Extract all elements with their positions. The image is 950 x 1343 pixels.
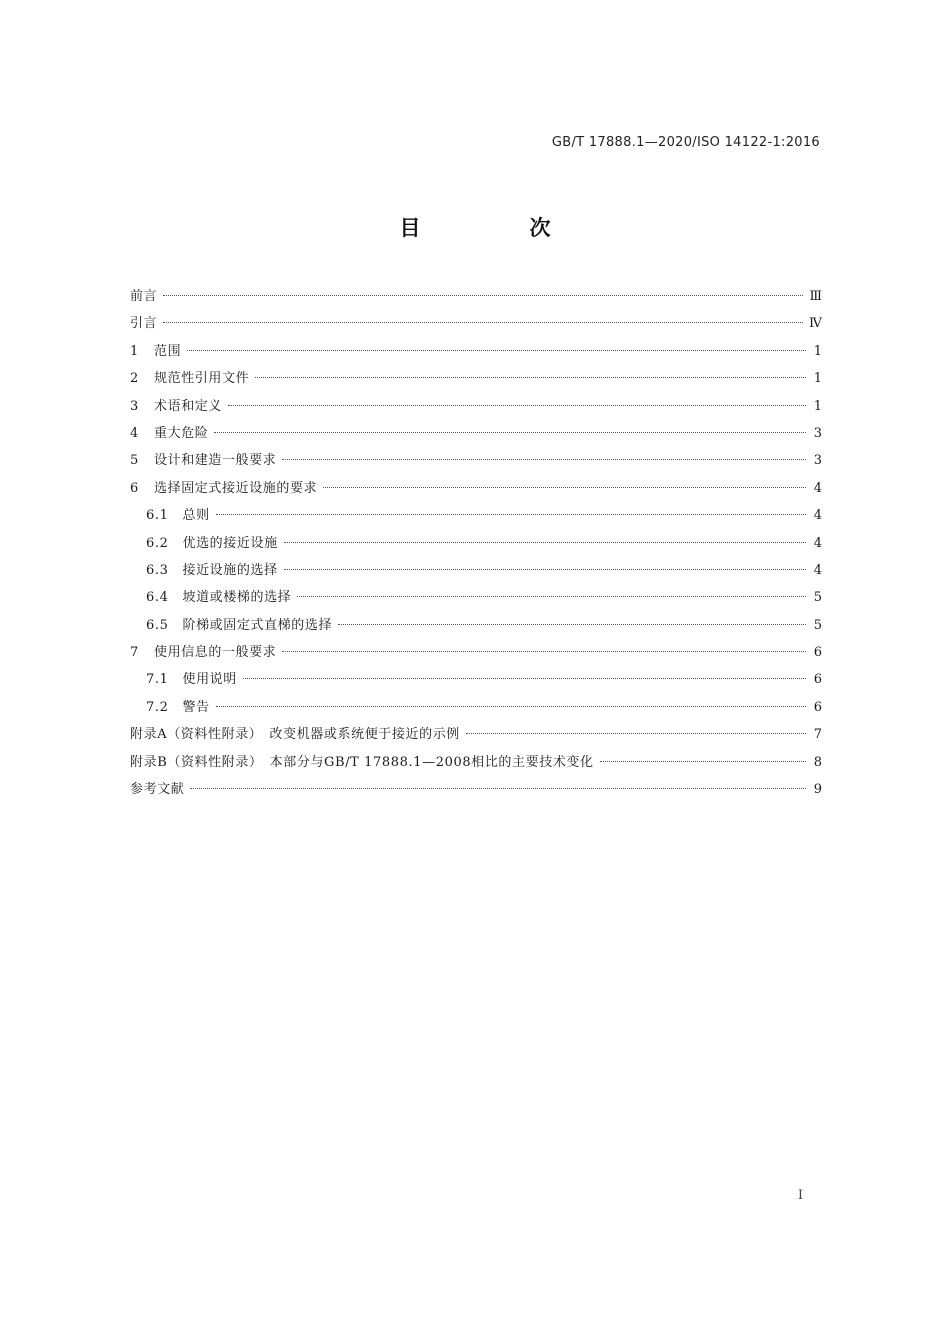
toc-entry-text: 规范性引用文件	[154, 371, 250, 387]
toc-entry-page: 1	[813, 371, 822, 387]
toc-entry-page: 4	[813, 562, 822, 578]
toc-entry-3[interactable]	[130, 393, 822, 420]
toc-entry-number: 2	[130, 371, 139, 387]
toc-title: 目 次	[399, 216, 595, 240]
toc-entry-text: 重大危险	[154, 425, 209, 441]
dot-leader	[190, 788, 806, 789]
dot-leader	[284, 569, 806, 570]
toc-entry-text: 引言	[130, 316, 158, 332]
dot-leader	[216, 514, 806, 515]
toc-entry-text: 使用信息的一般要求	[154, 645, 277, 661]
toc-entry-text: 术语和定义	[154, 398, 223, 414]
toc-entry-number: 5	[130, 453, 139, 469]
toc-entry-text: 警告	[182, 699, 210, 715]
toc-entry-1[interactable]	[130, 338, 822, 365]
toc-entry-2[interactable]	[130, 365, 822, 392]
dot-leader	[466, 733, 806, 734]
toc-entry-page: 5	[813, 590, 822, 606]
dot-leader	[297, 596, 806, 597]
toc-entry-annex-a[interactable]	[130, 721, 822, 748]
dot-leader	[243, 678, 806, 679]
toc-entry-page: Ⅳ	[809, 316, 822, 332]
toc-entry-page: 6	[813, 672, 822, 688]
dot-leader	[187, 350, 806, 351]
toc-entry-7-2[interactable]	[130, 694, 822, 721]
toc-entry-page: 9	[813, 782, 822, 798]
toc-entry-text: 附录B（资料性附录） 本部分与GB/T 17888.1—2008相比的主要技术变化	[130, 754, 594, 770]
toc-entry-page: 1	[813, 398, 822, 414]
toc-entry-6-1[interactable]	[130, 502, 822, 529]
toc-entry-text: 范围	[154, 343, 182, 359]
toc-entry-5[interactable]	[130, 447, 822, 474]
toc-entry-text: 前言	[130, 289, 158, 304]
toc-entry-text: 使用说明	[182, 672, 237, 688]
toc-entry-text: 坡道或楼梯的选择	[182, 590, 292, 606]
toc-entry-introduction[interactable]	[130, 310, 822, 337]
dot-leader	[282, 651, 806, 652]
toc-entry-page: 3	[813, 425, 822, 441]
dot-leader	[323, 487, 806, 488]
toc-entry-7[interactable]	[130, 639, 822, 666]
toc-entry-text: 选择固定式接近设施的要求	[154, 480, 318, 496]
toc-entry-6-4[interactable]	[130, 584, 822, 611]
dot-leader	[163, 295, 803, 296]
dot-leader	[163, 322, 803, 323]
table-of-contents	[130, 283, 822, 803]
dot-leader	[216, 706, 806, 707]
toc-entry-number: 4	[130, 425, 139, 441]
toc-entry-text: 优选的接近设施	[182, 535, 278, 551]
toc-entry-6-5[interactable]	[130, 612, 822, 639]
toc-entry-page: Ⅲ	[809, 289, 822, 304]
dot-leader	[255, 377, 806, 378]
page-number: I	[797, 1188, 803, 1203]
toc-entry-6-3[interactable]	[130, 557, 822, 584]
toc-entry-annex-b[interactable]	[130, 749, 822, 776]
toc-entry-number: 7.2	[146, 699, 169, 715]
dot-leader	[284, 542, 806, 543]
toc-entry-text: 阶梯或固定式直梯的选择	[182, 617, 333, 633]
toc-entry-number: 7.1	[146, 672, 169, 688]
dot-leader	[600, 761, 806, 762]
toc-entry-7-1[interactable]	[130, 666, 822, 693]
toc-entry-page: 5	[813, 617, 822, 633]
toc-entry-number: 6.1	[146, 508, 169, 524]
toc-entry-text: 接近设施的选择	[182, 562, 278, 578]
dot-leader	[282, 459, 806, 460]
toc-entry-text: 设计和建造一般要求	[154, 453, 277, 469]
toc-entry-page: 6	[813, 645, 822, 661]
toc-entry-number: 3	[130, 398, 139, 414]
toc-entry-text: 附录A（资料性附录） 改变机器或系统便于接近的示例	[130, 727, 460, 743]
toc-entry-page: 4	[813, 535, 822, 551]
dot-leader	[228, 405, 806, 406]
toc-entry-page: 6	[813, 699, 822, 715]
toc-entry-6-2[interactable]	[130, 530, 822, 557]
toc-entry-6[interactable]	[130, 475, 822, 502]
toc-entry-page: 8	[813, 754, 822, 770]
dot-leader	[338, 624, 806, 625]
toc-entry-4[interactable]	[130, 420, 822, 447]
toc-entry-number: 6.3	[146, 562, 169, 578]
toc-entry-foreword[interactable]	[130, 283, 822, 310]
toc-entry-number: 6.5	[146, 617, 169, 633]
toc-entry-page: 4	[813, 480, 822, 496]
toc-entry-page: 7	[813, 727, 822, 743]
toc-entry-text: 总则	[182, 508, 210, 524]
toc-entry-text: 参考文献	[130, 782, 185, 798]
standard-code: GB/T 17888.1—2020/ISO 14122-1:2016	[551, 135, 820, 150]
toc-entry-number: 1	[130, 343, 139, 359]
toc-entry-page: 3	[813, 453, 822, 469]
toc-entry-number: 6.4	[146, 590, 169, 606]
toc-entry-bibliography[interactable]	[130, 776, 822, 803]
toc-entry-number: 6.2	[146, 535, 169, 551]
toc-entry-number: 7	[130, 645, 139, 661]
dot-leader	[214, 432, 806, 433]
toc-entry-page: 1	[813, 343, 822, 359]
toc-entry-number: 6	[130, 480, 139, 496]
toc-entry-page: 4	[813, 508, 822, 524]
